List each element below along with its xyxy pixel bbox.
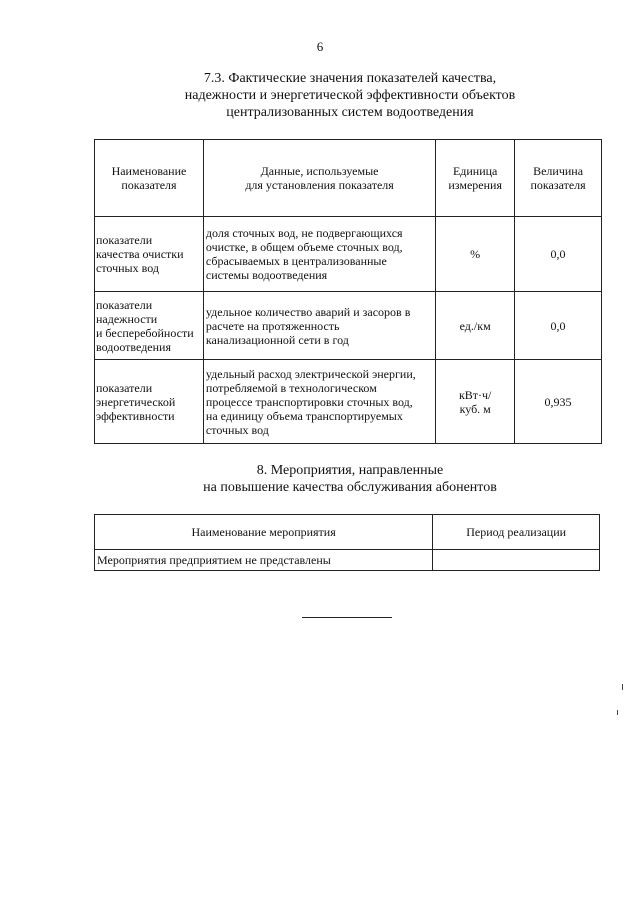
- cell-line: сточных вод: [205, 422, 269, 437]
- indicator-unit-cell: [436, 292, 515, 360]
- cell-line: показатели: [96, 233, 153, 247]
- page-number: 6: [316, 39, 324, 54]
- cell-line: надежности: [96, 311, 158, 326]
- section-title-8: [0, 462, 640, 496]
- cell-line: качества очистки: [96, 247, 184, 261]
- section-title-7-3: [0, 70, 640, 121]
- header-line: для установления показателя: [245, 178, 394, 192]
- indicator-unit-cell: [436, 360, 515, 444]
- cell-line: сбрасываемых в централизованные: [205, 254, 387, 268]
- scan-mark: [617, 710, 618, 715]
- cell-line: показатели: [96, 297, 153, 312]
- header-line: показателя: [121, 178, 177, 192]
- indicator-description-cell: [203, 292, 435, 360]
- cell-line: кВт·ч/: [458, 387, 492, 402]
- indicator-value-cell: 0,935: [515, 360, 602, 444]
- header-line: Единица: [452, 164, 498, 178]
- table-header-row: [95, 140, 602, 217]
- header-line: Величина: [533, 164, 584, 178]
- header-line: измерения: [448, 178, 502, 192]
- closing-rule: [302, 617, 392, 618]
- cell-line: показатели: [96, 380, 153, 395]
- header-line: Данные, используемые: [260, 164, 379, 178]
- section-title-line: 7.3. Фактические значения показателей качества,: [203, 71, 497, 86]
- header-unit: [436, 140, 515, 217]
- table-row: [95, 550, 600, 571]
- cell-line: канализационной сети в год: [205, 332, 349, 347]
- header-data-used: [203, 140, 435, 217]
- indicator-value-cell: 0,0: [515, 217, 602, 292]
- measures-table: [94, 514, 600, 571]
- header-measure-name: Наименование мероприятия: [95, 515, 433, 550]
- table-row: [95, 292, 602, 360]
- header-line: Наименование: [111, 164, 187, 178]
- header-line: показателя: [530, 178, 586, 192]
- scan-mark: [622, 684, 623, 690]
- indicator-description-cell: [203, 217, 435, 292]
- cell-line: водоотведения: [96, 339, 171, 354]
- section-title-line: на повышение качества обслуживания абонентов: [203, 480, 497, 495]
- indicator-name-cell: [95, 292, 204, 360]
- section-title-line: централизованных систем водоотведения: [226, 105, 474, 120]
- header-indicator-name: [95, 140, 204, 217]
- table-row: [95, 360, 602, 444]
- cell-line: на единицу объема транспортируемых: [205, 408, 403, 423]
- measure-name-cell: Мероприятия предприятием не представлены: [95, 550, 433, 571]
- cell-line: куб. м: [459, 401, 491, 416]
- measure-period-cell: [433, 550, 600, 571]
- indicator-unit-cell: [436, 217, 515, 292]
- header-value: [515, 140, 602, 217]
- cell-line: удельный расход электрической энергии,: [205, 366, 416, 381]
- cell-line: доля сточных вод, не подвергающихся: [205, 226, 403, 240]
- indicator-value-cell: 0,0: [515, 292, 602, 360]
- indicator-description-cell: [203, 360, 435, 444]
- cell-line: сточных вод: [96, 261, 159, 275]
- cell-line: и бесперебойности: [96, 325, 194, 340]
- section-title-line: надежности и энергетической эффективности объектов: [184, 88, 516, 103]
- indicator-name-cell: [95, 217, 204, 292]
- cell-line: очистке, в общем объеме сточных вод,: [205, 240, 403, 254]
- cell-line: расчете на протяженность: [205, 318, 340, 333]
- cell-line: удельное количество аварий и засоров в: [205, 304, 411, 319]
- section-title-line: 8. Мероприятия, направленные: [256, 463, 444, 478]
- cell-line: процессе транспортировки сточных вод,: [205, 394, 413, 409]
- cell-line: ед./км: [459, 318, 491, 333]
- cell-line: энергетической: [96, 394, 176, 409]
- header-implementation-period: Период реализации: [433, 515, 600, 550]
- cell-line: потребляемой в технологическом: [205, 380, 377, 395]
- table-row: [95, 217, 602, 292]
- indicators-table: [94, 139, 602, 444]
- cell-line: эффективности: [96, 408, 175, 423]
- cell-line: системы водоотведения: [205, 268, 328, 282]
- indicator-name-cell: [95, 360, 204, 444]
- table-header-row: [95, 515, 600, 550]
- cell-line: %: [470, 247, 481, 261]
